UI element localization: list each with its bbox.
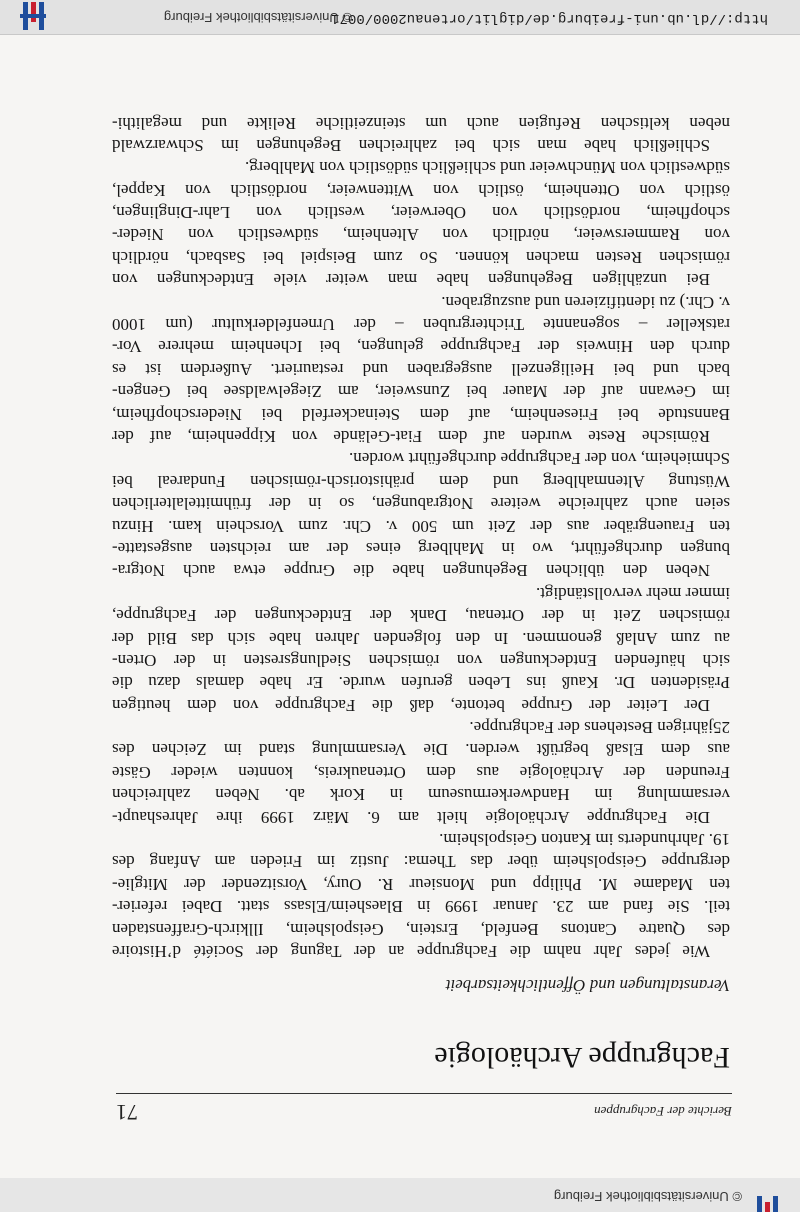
- document-page: [0, 35, 800, 1178]
- section-heading: Fachgruppe Archäologie: [434, 1041, 730, 1074]
- text-line: im Gewann auf der Mauer bei Zunsweier, am Ziegelwaldsee bei Gengen-: [112, 382, 730, 402]
- text-line: Freunden der Archäologie aus dem Ortenaukreis, konnten wieder Gäste: [112, 762, 730, 782]
- text-line: v. Chr.) zu identifizieren und auszugraben.: [441, 292, 730, 312]
- text-line: römischen Resten machen können. So zum Beispiel bei Sasbach, nördlich: [112, 247, 730, 267]
- text-line: schopfheim, nordöstlich von Oberweier, westlich von Lahr-Dinglingen,: [112, 203, 730, 223]
- text-line: aus dem Elsaß begrüßt werden. Die Versammlung stand im Zeichen des: [112, 740, 730, 760]
- text-line: immer mehr vervollständigt.: [535, 583, 730, 603]
- text-line: sich häufenden Entdeckungen von römischen Siedlungsresten in der Orten-: [112, 650, 730, 670]
- text-line: 19. Jahrhunderts im Kanton Geispolsheim.: [439, 830, 730, 850]
- text-line: Bannstude bei Friesenheim, auf dem Steinackerfeld bei Niederschopfheim,: [112, 404, 730, 424]
- text-line: versammlung im Handwerkermuseum in Kork ab. Neben zahlreichen: [112, 785, 730, 805]
- text-line: von Rammersweier, nördlich von Altenheim, südwestlich von Nieder-: [112, 225, 730, 245]
- running-head: [116, 1099, 732, 1125]
- library-logo-icon: [16, 0, 48, 32]
- body-text: [112, 111, 730, 962]
- library-logo-icon: [750, 1196, 782, 1212]
- text-line: ratskeller – sogenannte Trichtergruben – der Urnenfelderkultur (um 1000: [112, 315, 730, 335]
- text-line: neben keltischen Refugien auch um steinzeitliche Relikte und megalithi-: [112, 113, 730, 133]
- text-line: Bei unzähligen Begehungen habe man weiter viele Entdeckungen von: [112, 270, 710, 290]
- text-line: Neben den üblichen Begehungen habe die Gruppe etwa auch Notgra-: [112, 561, 710, 581]
- text-line: südwestlich von Münchweier und schließlich südöstlich von Mahlberg.: [244, 158, 730, 178]
- text-line: Wie jedes Jahr nahm die Fachgruppe an der Tagung der Société d’Histoire: [112, 942, 710, 961]
- text-line: Der Leiter der Gruppe betonte, daß die Fachgruppe von dem heutigen: [112, 695, 710, 715]
- running-head-title: Berichte der Fachgruppen: [594, 1104, 732, 1119]
- text-line: ten Frauengräber aus der Zeit um 500 v. Chr. zum Vorschein kam. Hinzu: [112, 516, 730, 536]
- text-line: Die Fachgruppe Archäologie hielt am 6. März 1999 ihre Jahreshaupt-: [112, 807, 710, 827]
- text-line: Schließlich habe man sich bei zahlreichen Begehungen im Schwarzwald: [112, 135, 710, 155]
- header-rule: [116, 1093, 732, 1094]
- copyright-text: © Universitätsbibliothek Freiburg: [553, 1189, 742, 1204]
- rights-text: © Universitätsbibliothek Freiburg: [163, 10, 352, 25]
- text-line: des Quatre Cantons Benfeld, Erstein, Geispolsheim, Illkirch-Graffenstaden: [112, 919, 730, 939]
- page-number: 71: [116, 1100, 138, 1125]
- text-line: Präsidenten Dr. Kauß ins Leben gerufen wurde. Er habe damals dazu die: [112, 673, 730, 693]
- text-line: östlich von Ottenheim, östlich von Wittenweier, nordöstlich von Kappel,: [112, 180, 730, 200]
- text-line: bach und bei Heiligenzell ausgegraben und restauriert. Außerdem ist es: [112, 359, 730, 379]
- text-line: römischen Zeit in der Ortenau, Dank der Entdeckungen der Fachgruppe,: [112, 606, 730, 626]
- text-line: Römische Reste wurden auf dem Fiat-Gelände von Kippenheim, auf der: [112, 427, 710, 447]
- text-line: seien auch zahlreiche weitere Notgrabungen, so in der frühmittelalterlichen: [112, 494, 730, 514]
- bottom-bar: [0, 0, 800, 35]
- text-line: 25jährigen Bestehens der Fachgruppe.: [469, 718, 730, 738]
- text-line: bungen durchgeführt, wo in Mahlberg eines der am reichsten ausgestatte-: [112, 538, 730, 558]
- text-line: teil. Sie fand am 23. Januar 1999 in Blaesheim/Elsass statt. Dabei referier-: [112, 897, 730, 917]
- top-bar: [0, 1177, 800, 1212]
- text-line: ten Madame M. Philipp und Monsieur R. Oury, Vorsitzender der Mitglie-: [112, 874, 730, 894]
- section-subheading: Veranstaltungen und Öffentlichkeitsarbeit: [445, 976, 730, 995]
- text-line: durch den Hinweis der Fachgruppe gelungen, bei Ichenheim mehrere Vor-: [112, 337, 730, 357]
- permalink-url[interactable]: http://dl.ub.uni-freiburg.de/diglit/ortenau2000/0071: [331, 10, 768, 26]
- text-line: Wüstung Altenmahlberg und dem prähistorisch-römischen Fundareal bei: [112, 471, 730, 491]
- text-line: au zum Anlaß genommen. In den folgenden Jahren habe sich das Bild der: [112, 628, 730, 648]
- text-line: dergruppe Geispolsheim über das Thema: Justiz im Frieden am Anfang des: [112, 852, 730, 872]
- text-line: Schmieheim, von der Fachgruppe durchgeführt worden.: [349, 449, 730, 469]
